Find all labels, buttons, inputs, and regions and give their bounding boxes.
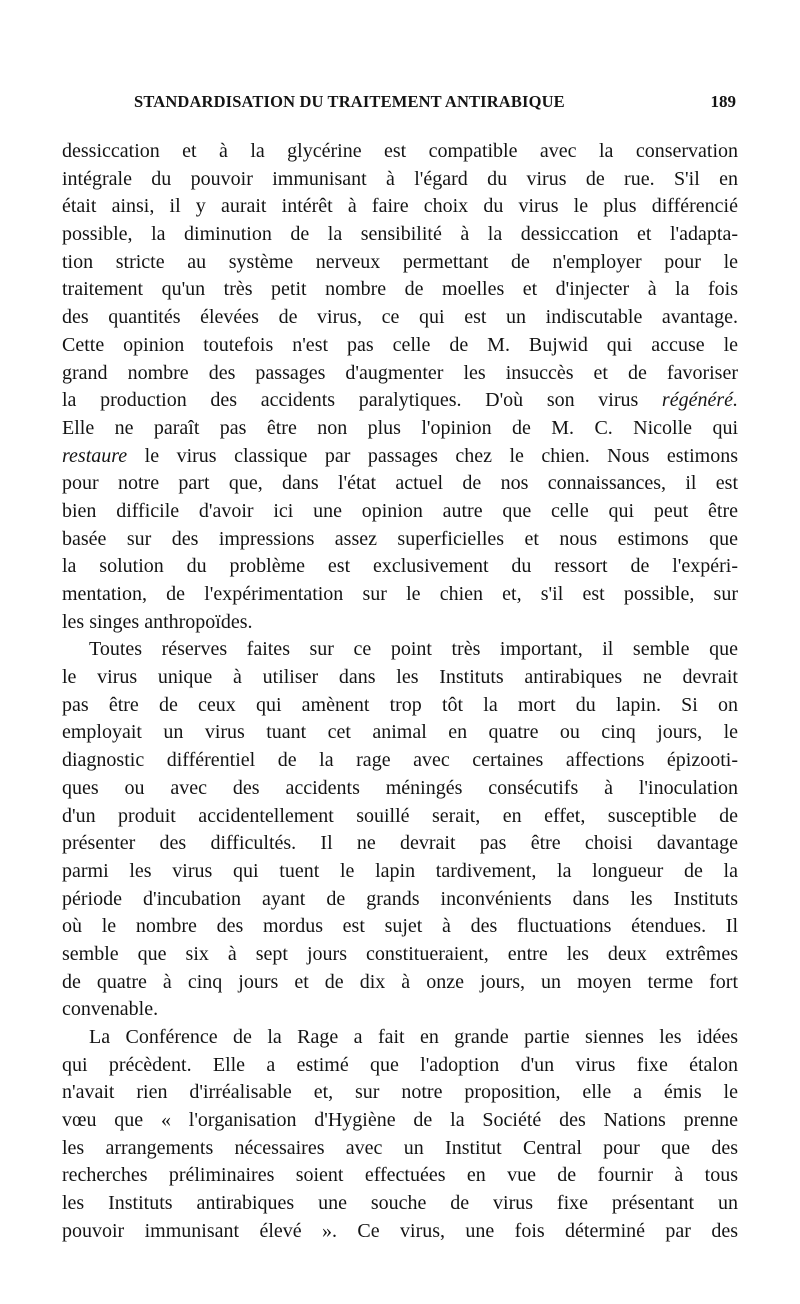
text-segment: la production des accidents paralytiques. D'où son virus (62, 389, 639, 412)
body-text (62, 138, 738, 1246)
text-line: le virus unique à utiliser dans les Instituts antirabiques ne devrait (62, 666, 738, 689)
text-line: période d'incubation ayant de grands inconvénients dans les Instituts (62, 887, 738, 910)
text-line: d'un produit accidentellement souillé serait, en effet, susceptible de (62, 804, 738, 827)
text-line: présenter des difficultés. Il ne devrait pas être choisi davantage (62, 832, 738, 855)
text-line: des quantités élevées de virus, ce qui est un indiscutable avantage. (62, 306, 738, 329)
text-line: employait un virus tuant cet animal en quatre ou cinq jours, le (62, 721, 738, 744)
page-number: 189 (710, 92, 736, 111)
text-segment: le virus classique par passages chez le chien. Nous estimons (144, 444, 738, 467)
text-line: où le nombre des mordus est sujet à des fluctuations étendues. Il (62, 915, 738, 938)
text-line: qui précèdent. Elle a estimé que l'adoption d'un virus fixe étalon (62, 1053, 738, 1076)
text-line: était ainsi, il y aurait intérêt à faire choix du virus le plus différencié (62, 195, 738, 218)
text-line: possible, la diminution de la sensibilité à la dessiccation et l'adapta- (62, 223, 738, 246)
text-line: n'avait rien d'irréalisable et, sur notre proposition, elle a émis le (62, 1081, 738, 1104)
text-line: les singes anthropoïdes. (62, 610, 253, 633)
text-line: mentation, de l'expérimentation sur le chien et, s'il est possible, sur (62, 583, 738, 605)
text-line: dessiccation et à la glycérine est compatible avec la conservation (62, 140, 738, 162)
text-line: traitement qu'un très petit nombre de moelles et d'injecter à la fois (62, 278, 738, 301)
text-line: basée sur des impressions assez superficielles et nous estimons que (62, 527, 738, 550)
text-line-with-italic (62, 443, 738, 471)
italic-term-restaure: restaure (62, 444, 128, 467)
text-line: pas être de ceux qui amènent trop tôt la mort du lapin. Si on (62, 693, 738, 716)
text-line: ques ou avec des accidents méningés consécutifs à l'inoculation (62, 776, 738, 799)
text-line: les arrangements nécessaires avec un Institut Central pour que des (62, 1136, 738, 1159)
text-line: pouvoir immunisant élevé ». Ce virus, une fois déterminé par des (62, 1219, 738, 1242)
text-line-with-italic (62, 387, 738, 415)
text-line: recherches préliminaires soient effectuées en vue de fournir à tous (62, 1164, 738, 1187)
text-line: pour notre part que, dans l'état actuel de nos connaissances, il est (62, 472, 738, 495)
text-line: la solution du problème est exclusivement du ressort de l'expéri- (62, 555, 738, 578)
text-line: Elle ne paraît pas être non plus l'opinion de M. C. Nicolle qui (62, 416, 738, 439)
paragraph-start: Toutes réserves faites sur ce point très important, il semble que (89, 638, 738, 661)
paragraph-start: La Conférence de la Rage a fait en grande partie siennes les idées (89, 1026, 738, 1048)
italic-term-regenere: régénéré. (661, 389, 738, 412)
running-title: STANDARDISATION DU TRAITEMENT ANTIRABIQUE (134, 92, 565, 111)
text-line: les Instituts antirabiques une souche de virus fixe présentant un (62, 1192, 738, 1215)
text-line: intégrale du pouvoir immunisant à l'égard du virus de rue. S'il en (62, 167, 738, 190)
text-line: convenable. (62, 998, 159, 1021)
text-line: Cette opinion toutefois n'est pas celle de M. Bujwid qui accuse le (62, 333, 738, 356)
text-line: vœu que « l'organisation d'Hygiène de la Société des Nations prenne (62, 1109, 738, 1132)
text-line: tion stricte au système nerveux permettant de n'employer pour le (62, 250, 738, 273)
text-line: de quatre à cinq jours et de dix à onze jours, un moyen terme fort (62, 970, 738, 993)
text-line: parmi les virus qui tuent le lapin tardivement, la longueur de la (62, 859, 738, 882)
text-line: bien difficile d'avoir ici une opinion autre que celle qui peut être (62, 499, 738, 522)
text-line: diagnostic différentiel de la rage avec certaines affections épizooti- (62, 749, 738, 772)
text-line: grand nombre des passages d'augmenter les insuccès et de favoriser (62, 361, 738, 384)
text-line: semble que six à sept jours constitueraient, entre les deux extrêmes (62, 942, 738, 965)
running-head (62, 92, 738, 122)
